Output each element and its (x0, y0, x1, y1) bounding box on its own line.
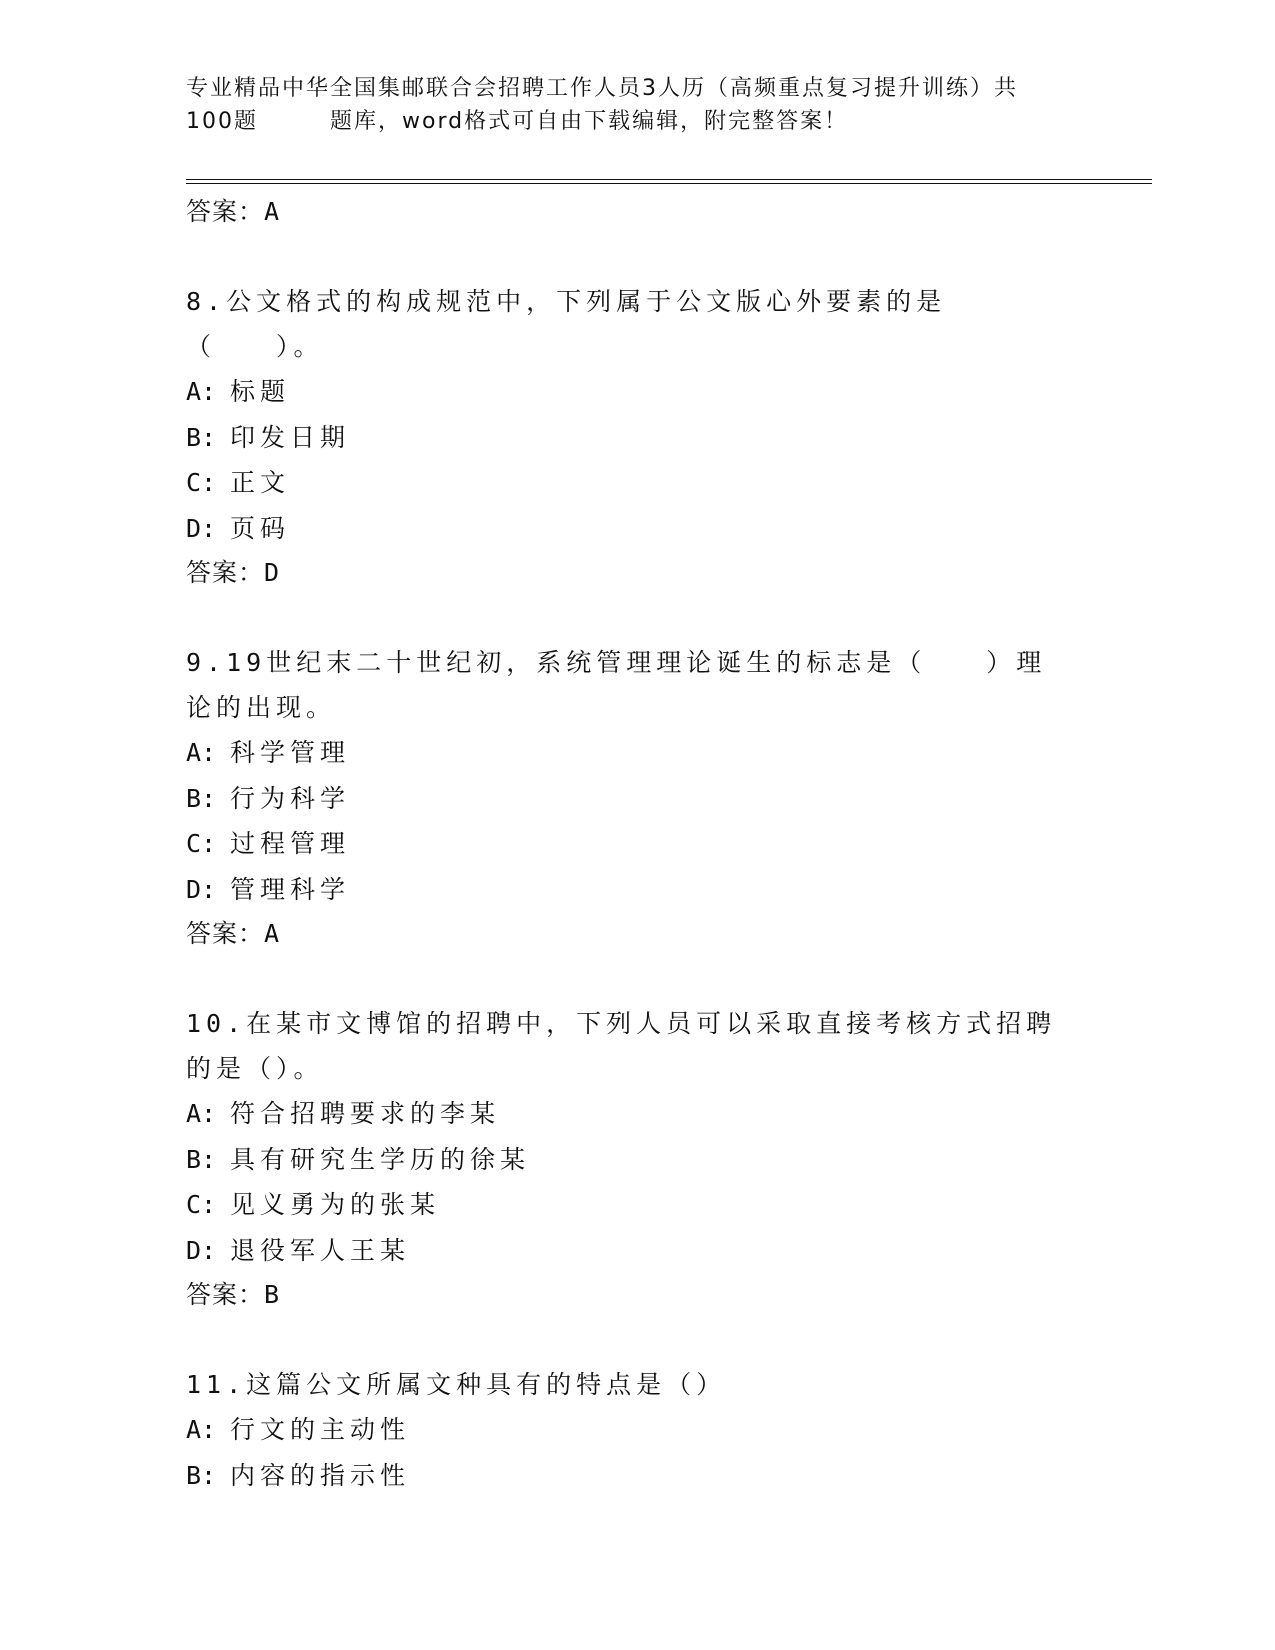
option-text: 标题 (230, 377, 291, 406)
question-block (186, 640, 1076, 956)
option-key: A: (186, 1099, 217, 1128)
answer-label: 答案： (186, 558, 265, 587)
option-key: B: (186, 783, 217, 813)
question-block (186, 1362, 1076, 1498)
question-text: 10.在某市文博馆的招聘中，下列人员可以采取直接考核方式招聘的是（）。 (186, 1009, 1057, 1083)
question-text: 8.公文格式的构成规范中，下列属于公文版心外要素的是（ ）。 (186, 287, 947, 361)
option-key: C: (186, 1190, 217, 1219)
header-divider-top (186, 179, 1152, 180)
option-text: 退役军人王某 (230, 1235, 411, 1265)
option-text: 管理科学 (230, 874, 351, 904)
answer-line (186, 190, 1076, 234)
option-text: 行为科学 (230, 783, 351, 813)
option-d (186, 506, 1076, 552)
option-text: 过程管理 (230, 829, 351, 858)
option-key: A: (186, 1415, 217, 1444)
question-block (186, 279, 1076, 595)
answer-label: 答案： (186, 919, 265, 948)
option-b (186, 776, 1076, 822)
option-a (186, 369, 1076, 415)
question-text: 11.这篇公文所属文种具有的特点是（） (186, 1370, 727, 1399)
option-b (186, 1137, 1076, 1183)
option-text: 见义勇为的张某 (230, 1190, 441, 1219)
option-a (186, 1091, 1076, 1137)
option-key: C: (186, 468, 217, 497)
option-b (186, 415, 1076, 461)
header-description: 题库，word格式可自由下载编辑，附完整答案！ (330, 109, 849, 134)
option-key: D: (186, 513, 217, 543)
option-text: 行文的主动性 (230, 1415, 411, 1444)
header-question-count: 100题 (186, 109, 258, 134)
header-title-line1: 专业精品中华全国集邮联合会招聘工作人员3人历（高频重点复习提升训练）共 (186, 76, 1018, 101)
option-text: 页码 (230, 513, 291, 543)
answer-line (186, 912, 1076, 956)
answer-value: B (264, 1280, 281, 1309)
header-divider-bottom (186, 183, 1152, 184)
option-b (186, 1453, 1076, 1499)
option-text: 印发日期 (230, 422, 351, 452)
option-c (186, 1182, 1076, 1228)
option-key: B: (186, 422, 217, 452)
header-title-line2 (186, 105, 1066, 138)
question-content (186, 190, 1076, 1498)
option-d (186, 867, 1076, 913)
answer-line (186, 551, 1076, 595)
answer-line (186, 1273, 1076, 1317)
option-text: 正文 (230, 468, 291, 497)
answer-value: D (264, 558, 281, 587)
option-key: B: (186, 1144, 217, 1174)
answer-label: 答案： (186, 1280, 265, 1309)
option-text: 内容的指示性 (230, 1460, 411, 1490)
option-key: A: (186, 377, 217, 406)
question-text: 9.19世纪末二十世纪初，系统管理理论诞生的标志是（ ）理论的出现。 (186, 648, 1047, 722)
option-key: D: (186, 874, 217, 904)
option-text: 科学管理 (230, 738, 351, 767)
option-a (186, 730, 1076, 776)
option-key: A: (186, 738, 217, 767)
answer-value: A (264, 197, 281, 226)
option-key: B: (186, 1460, 217, 1490)
option-c (186, 821, 1076, 867)
option-c (186, 460, 1076, 506)
option-key: C: (186, 829, 217, 858)
option-d (186, 1228, 1076, 1274)
document-header (186, 72, 1066, 138)
option-text: 符合招聘要求的李某 (230, 1099, 501, 1128)
answer-label: 答案： (186, 197, 265, 226)
option-a (186, 1407, 1076, 1453)
answer-value: A (264, 919, 281, 948)
option-key: D: (186, 1235, 217, 1265)
option-text: 具有研究生学历的徐某 (230, 1144, 531, 1174)
question-block (186, 1001, 1076, 1317)
